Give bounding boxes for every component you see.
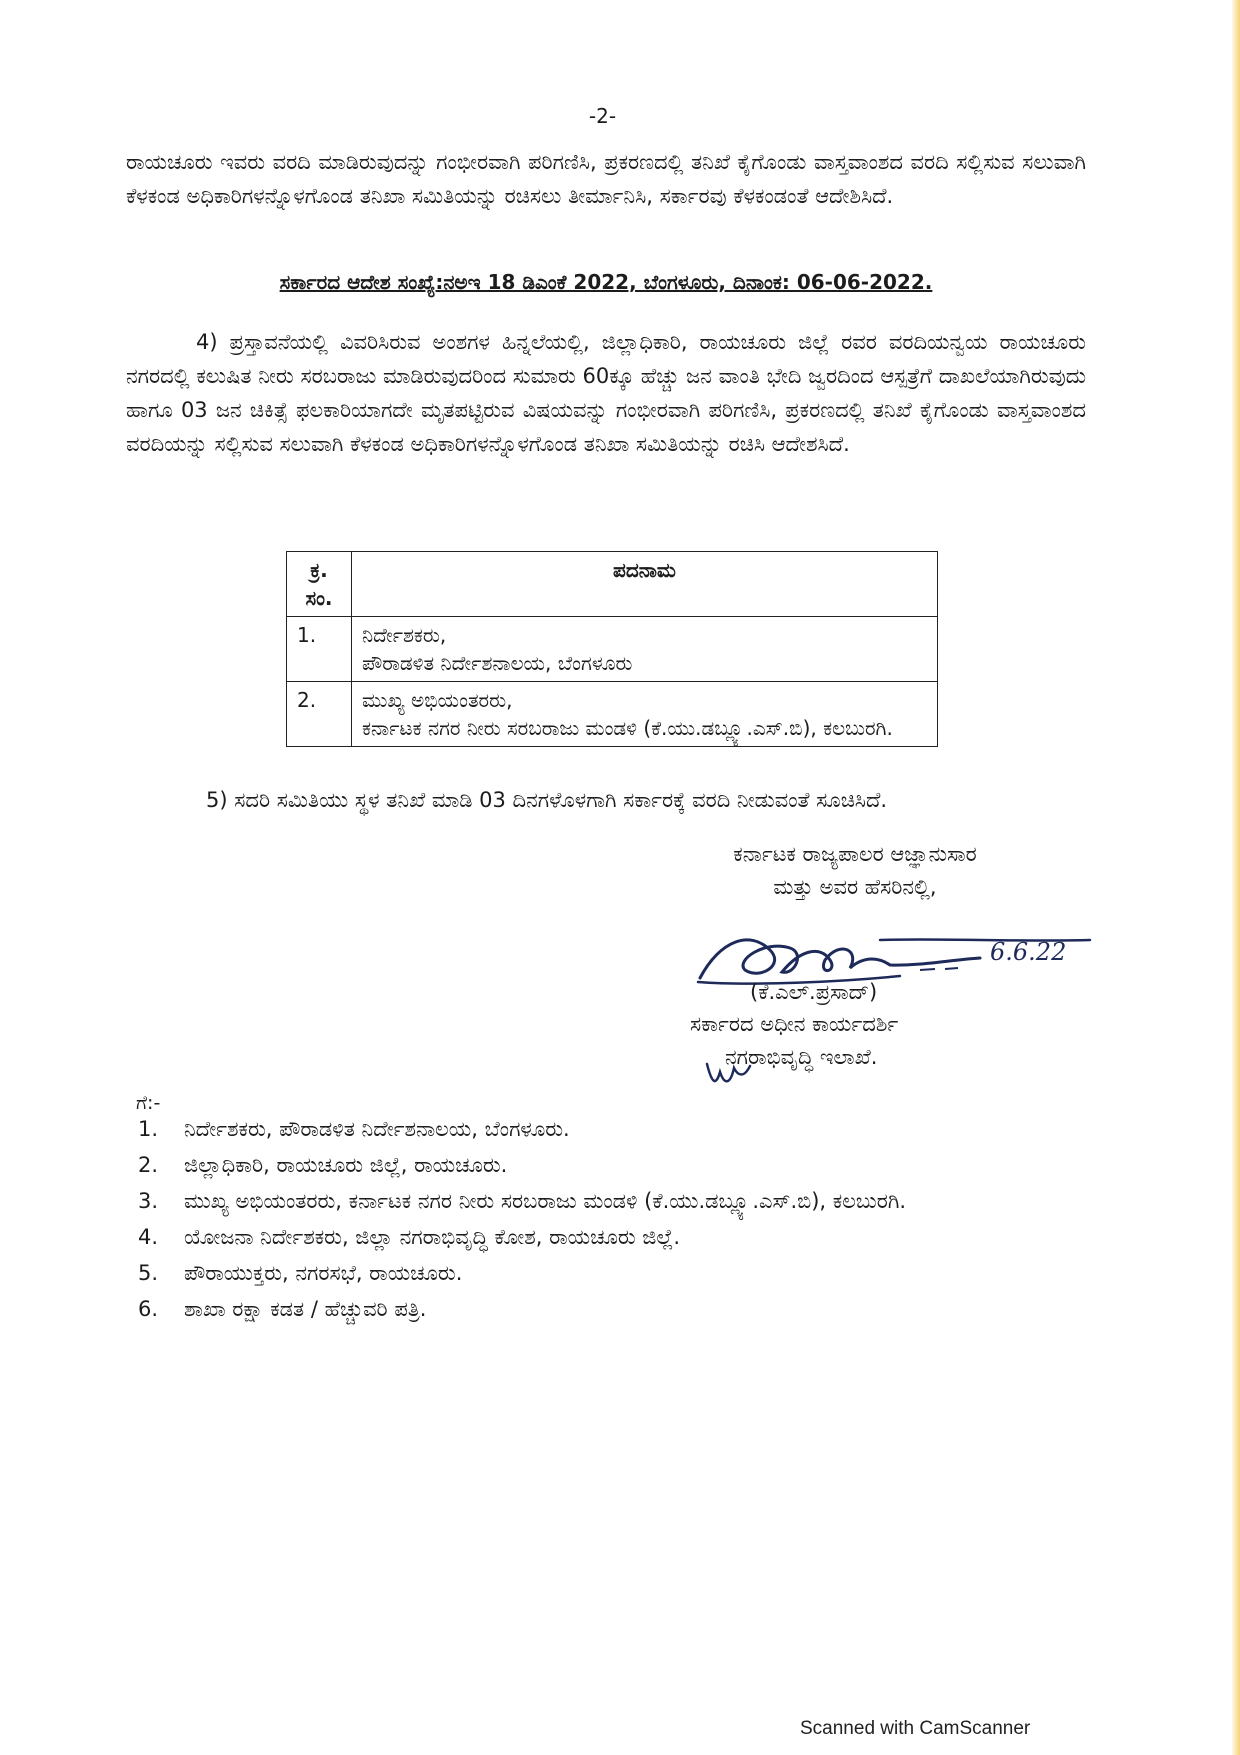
list-item-number: 6. (138, 1297, 159, 1321)
governor-order-line: ಕರ್ನಾಟಕ ರಾಜ್ಯಪಾಲರ ಆಜ್ಞಾನುಸಾರ (733, 842, 977, 866)
officer-name: (ಕೆ.ಎಲ್.ಪ್ರಸಾದ್) (750, 980, 878, 1004)
list-item-text: ನಿರ್ದೇಶಕರು, ಪೌರಾಡಳಿತ ನಿರ್ದೇಶನಾಲಯ, ಬೆಂಗಳೂರು. (184, 1117, 570, 1141)
list-item-number: 4. (138, 1225, 159, 1249)
table-row (287, 617, 938, 682)
list-item-text: ಪೌರಾಯುಕ್ತರು, ನಗರಸಭೆ, ರಾಯಚೂರು. (184, 1261, 463, 1285)
signature-date: 6.6.22 (990, 938, 1067, 966)
handwritten-initials (704, 1058, 754, 1090)
table-row (287, 682, 938, 747)
designation-line: ನಿರ್ದೇಶಕರು, (362, 623, 447, 647)
list-item (126, 1184, 1126, 1218)
list-item (126, 1292, 1126, 1326)
government-order-number: ಸರ್ಕಾರದ ಆದೇಶ ಸಂಖ್ಯೆ:ನಅಇ 18 ಡಿಎಂಕೆ 2022, ಬೆಂಗಳೂರು, ದಿನಾಂಕ: 06-06-2022. (279, 270, 933, 294)
paragraph-order: 4) ಪ್ರಸ್ತಾವನೆಯಲ್ಲಿ ವಿವರಿಸಿರುವ ಅಂಶಗಳ ಹಿನ್ನಲೆಯಲ್ಲಿ, ಜಿಲ್ಲಾಧಿಕಾರಿ, ರಾಯಚೂರು ಜಿಲ್ಲೆ ರವರ ವರದಿಯನ್ವಯ ರಾಯಚೂರು ನಗರದಲ್ಲಿ ಕಲುಷಿತ ನೀರು ಸರಬರಾಜು ಮಾಡಿರುವುದರಿಂದ ಸುಮಾರು 60ಕ್ಕೂ ಹೆಚ್ಚು ಜನ ವಾಂತಿ ಭೇದಿ ಜ್ವರದಿಂದ ಆಸ್ಪತ್ರೆಗೆ ದಾಖಲೆಯಾಗಿರುವುದು ಹಾಗೂ 03 ಜನ ಚಿಕಿತ್ಸೆ ಫಲಕಾರಿಯಾಗದೇ ಮೃತಪಟ್ಟಿರುವ ವಿಷಯವನ್ನು ಗಂಭೀರವಾಗಿ ಪರಿಗಣಿಸಿ, ಪ್ರಕರಣದಲ್ಲಿ ತನಿಖೆ ಕೈಗೊಂಡು ವಾಸ್ತವಾಂಶದ ವರದಿಯನ್ನು ಸಲ್ಲಿಸುವ ಸಲುವಾಗಿ ಕೆಳಕಂಡ ಅಧಿಕಾರಿಗಳನ್ನೊಳಗೊಂಡ ತನಿಖಾ ಸಮಿತಿಯನ್ನು ರಚಿಸಿ ಆದೇಶಸಿದೆ. (126, 330, 1086, 456)
copy-to-list (126, 1112, 1126, 1328)
list-item-number: 5. (138, 1261, 159, 1285)
list-item (126, 1256, 1126, 1290)
list-item (126, 1112, 1126, 1146)
list-item-number: 3. (138, 1189, 159, 1213)
list-item-text: ಮುಖ್ಯ ಅಭಿಯಂತರರು, ಕರ್ನಾಟಕ ನಗರ ನೀರು ಸರಬರಾಜು ಮಂಡಳಿ (ಕೆ.ಯು.ಡಬ್ಲ್ಯೂ.ಎಸ್.ಬಿ), ಕಲಬುರಗಿ. (184, 1189, 907, 1213)
table-cell-designation (352, 682, 938, 747)
table-header-designation: ಪದನಾಮ (352, 552, 938, 617)
officer-designation: ಸರ್ಕಾರದ ಅಧೀನ ಕಾರ್ಯದರ್ಶಿ (690, 1012, 899, 1036)
table-cell-serial: 1. (287, 617, 352, 682)
list-item (126, 1148, 1126, 1182)
committee-table (286, 551, 938, 747)
list-item-text: ಶಾಖಾ ರಕ್ಷಾ ಕಡತ / ಹೆಚ್ಚುವರಿ ಪತ್ರಿ. (184, 1297, 427, 1321)
list-item (126, 1220, 1126, 1254)
page-edge-strip (1232, 0, 1240, 1755)
table-header-serial: ಕ್ರ. ಸಂ. (287, 552, 352, 617)
copy-to-label: ಗೆ:- (136, 1092, 161, 1114)
table-cell-designation (352, 617, 938, 682)
list-item-text: ಜಿಲ್ಲಾಧಿಕಾರಿ, ರಾಯಚೂರು ಜಿಲ್ಲೆ, ರಾಯಚೂರು. (184, 1153, 508, 1177)
designation-line: ಮುಖ್ಯ ಅಭಿಯಂತರರು, (362, 688, 513, 712)
scanner-watermark: Scanned with CamScanner (800, 1718, 1031, 1739)
governor-name-line: ಮತ್ತು ಅವರ ಹೆಸರಿನಲ್ಲಿ, (773, 875, 937, 899)
page-number: -2- (588, 104, 617, 128)
paragraph-instruction: 5) ಸದರಿ ಸಮಿತಿಯು ಸ್ಥಳ ತನಿಖೆ ಮಾಡಿ 03 ದಿನಗಳೊಳಗಾಗಿ ಸರ್ಕಾರಕ್ಕೆ ವರದಿ ನೀಡುವಂತೆ ಸೂಚಿಸಿದೆ. (206, 788, 888, 812)
table-cell-serial: 2. (287, 682, 352, 747)
officer-department: ನಗರಾಭಿವೃದ್ಧಿ ಇಲಾಖೆ. (725, 1045, 878, 1069)
list-item-number: 2. (138, 1153, 159, 1177)
table-header-row (287, 552, 938, 617)
designation-line: ಪೌರಾಡಳಿತ ನಿರ್ದೇಶನಾಲಯ, ಬೆಂಗಳೂರು (362, 651, 633, 675)
list-item-number: 1. (138, 1117, 159, 1141)
list-item-text: ಯೋಜನಾ ನಿರ್ದೇಶಕರು, ಜಿಲ್ಲಾ ನಗರಾಭಿವೃದ್ಧಿ ಕೋಶ, ರಾಯಚೂರು ಜಿಲ್ಲೆ. (184, 1225, 681, 1249)
paragraph-intro: ರಾಯಚೂರು ಇವರು ವರದಿ ಮಾಡಿರುವುದನ್ನು ಗಂಭೀರವಾಗಿ ಪರಿಗಣಿಸಿ, ಪ್ರಕರಣದಲ್ಲಿ ತನಿಖೆ ಕೈಗೊಂಡು ವಾಸ್ತವಾಂಶದ ವರದಿ ಸಲ್ಲಿಸುವ ಸಲುವಾಗಿ ಕೆಳಕಂಡ ಅಧಿಕಾರಿಗಳನ್ನೊಳಗೊಂಡ ತನಿಖಾ ಸಮಿತಿಯನ್ನು ರಚಿಸಲು ತೀರ್ಮಾನಿಸಿ, ಸರ್ಕಾರವು ಕೆಳಕಂಡಂತೆ ಆದೇಶಿಸಿದೆ. (126, 150, 1086, 208)
designation-line: ಕರ್ನಾಟಕ ನಗರ ನೀರು ಸರಬರಾಜು ಮಂಡಳಿ (ಕೆ.ಯು.ಡಬ್ಲ್ಯೂ.ಎಸ್.ಬಿ), ಕಲಬುರಗಿ. (362, 716, 893, 740)
